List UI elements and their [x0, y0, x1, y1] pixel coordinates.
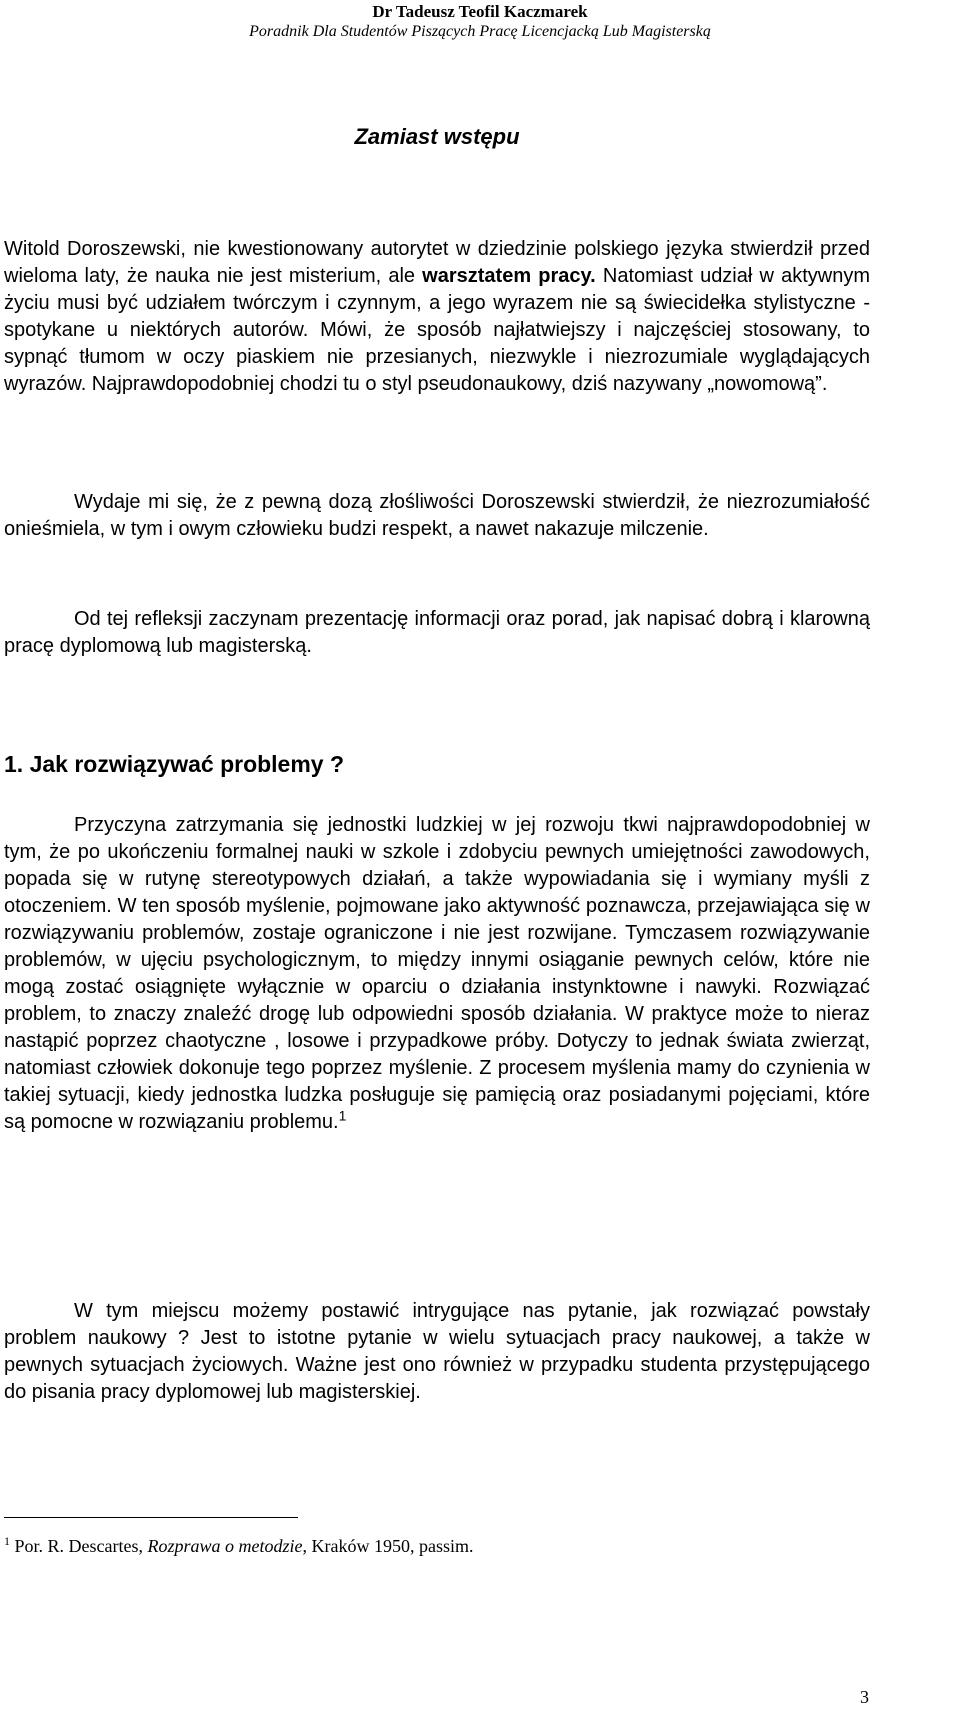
header-author: Dr Tadeusz Teofil Kaczmarek	[372, 2, 588, 21]
footnote-text-b: , Kraków 1950, passim.	[302, 1536, 474, 1556]
section-paragraph-2: W tym miejscu możemy postawić intrygujące nas pytanie, jak rozwiązać powstały problem naukowy ? Jest to istotne pytanie w wielu sytuacjach pracy naukowej, a także w pewnych sytuacjach życiowych. Ważne jest ono również w przypadku studenta przystępującego do pisania pracy dyplomowej lub magisterskiej.	[4, 1300, 870, 1403]
section-p1-text: Przyczyna zatrzymania się jednostki ludzkiej w jej rozwoju tkwi najprawdopodobniej w tym, że po ukończeniu formalnej nauki w szkole i zdobyciu pewnych umiejętności zawodowych, popada się w rutynę stereotypowych działań, a także wypowiadania się i wymiany myśli z otoczeniem. W ten sposób myślenie, pojmowane jako aktywność poznawcza, przejawiająca się w rozwiązywaniu problemów, zostaje ograniczone i nie jest rozwijane. Tymczasem rozwiązywanie problemów, w ujęciu psychologicznym, to między innymi osiąganie pewnych celów, które nie mogą zostać osiągnięte wyłącznie w oparciu o działania instynktowne i nawyki. Rozwiązać problem, to znaczy znaleźć drogę lub odpowiedni sposób działania. W praktyce może to nieraz nastąpić poprzez chaotyczne , losowe i przypadkowe próby. Dotyczy to jednak świata zwierząt, natomiast człowiek dokonuje tego poprzez myślenie. Z procesem myślenia mamy do czynienia w takiej sytuacji, kiedy jednostka ludzka posługuje się pamięcią oraz posiadanymi pojęciami, które są pomocne w rozwiązaniu problemu.	[4, 814, 870, 1133]
footnote	[4, 1534, 473, 1558]
intro-paragraph-2: Wydaje mi się, że z pewną dozą złośliwości Doroszewski stwierdził, że niezrozumiałość onieśmiela, w tym i owym człowieku budzi respekt, a nawet nakazuje milczenie.	[4, 491, 870, 540]
intro-p1-bold: warsztatem pracy.	[422, 265, 596, 287]
footnote-text-a: Por. R. Descartes,	[10, 1536, 148, 1556]
header-subtitle: Poradnik Dla Studentów Piszących Pracę Licencjacką Lub Magisterską	[249, 23, 711, 40]
footnote-reference: 1	[338, 1107, 347, 1124]
footnote-book-title: Rozprawa o metodzie	[147, 1536, 303, 1556]
page-title: Zamiast wstępu	[354, 124, 520, 149]
section-paragraph-1	[4, 812, 870, 1136]
intro-paragraph-1	[4, 236, 870, 398]
section-heading: 1. Jak rozwiązywać problemy ?	[4, 751, 345, 777]
intro-p1-text-b: Natomiast udział w aktywnym życiu musi być udziałem twórczym i czynnym, a jego wyrazem nie są świecidełka stylistyczne - spotykane u niektórych autorów. Mówi, że sposób najłatwiejszy i najczęściej stosowany, to sypnąć tłumom w oczy piaskiem nie przesianych, niezwykle i niezrozumiale wyglądających wyrazów. Najprawdopodobniej chodzi tu o styl pseudonaukowy, dziś nazywany „nowomową”.	[4, 265, 870, 395]
intro-p1-text-a: Witold Doroszewski, nie kwestionowany autorytet w dziedzinie polskiego języka stwierdził przed wieloma laty, że nauka nie jest misterium, ale	[4, 238, 870, 287]
running-header	[0, 2, 960, 42]
footnote-separator	[4, 1517, 298, 1518]
page-number: 3	[860, 1687, 869, 1707]
intro-paragraph-3: Od tej refleksji zaczynam prezentację informacji oraz porad, jak napisać dobrą i klarowną pracę dyplomową lub magisterską.	[4, 608, 870, 657]
footnote-mark: 1	[4, 1534, 10, 1548]
